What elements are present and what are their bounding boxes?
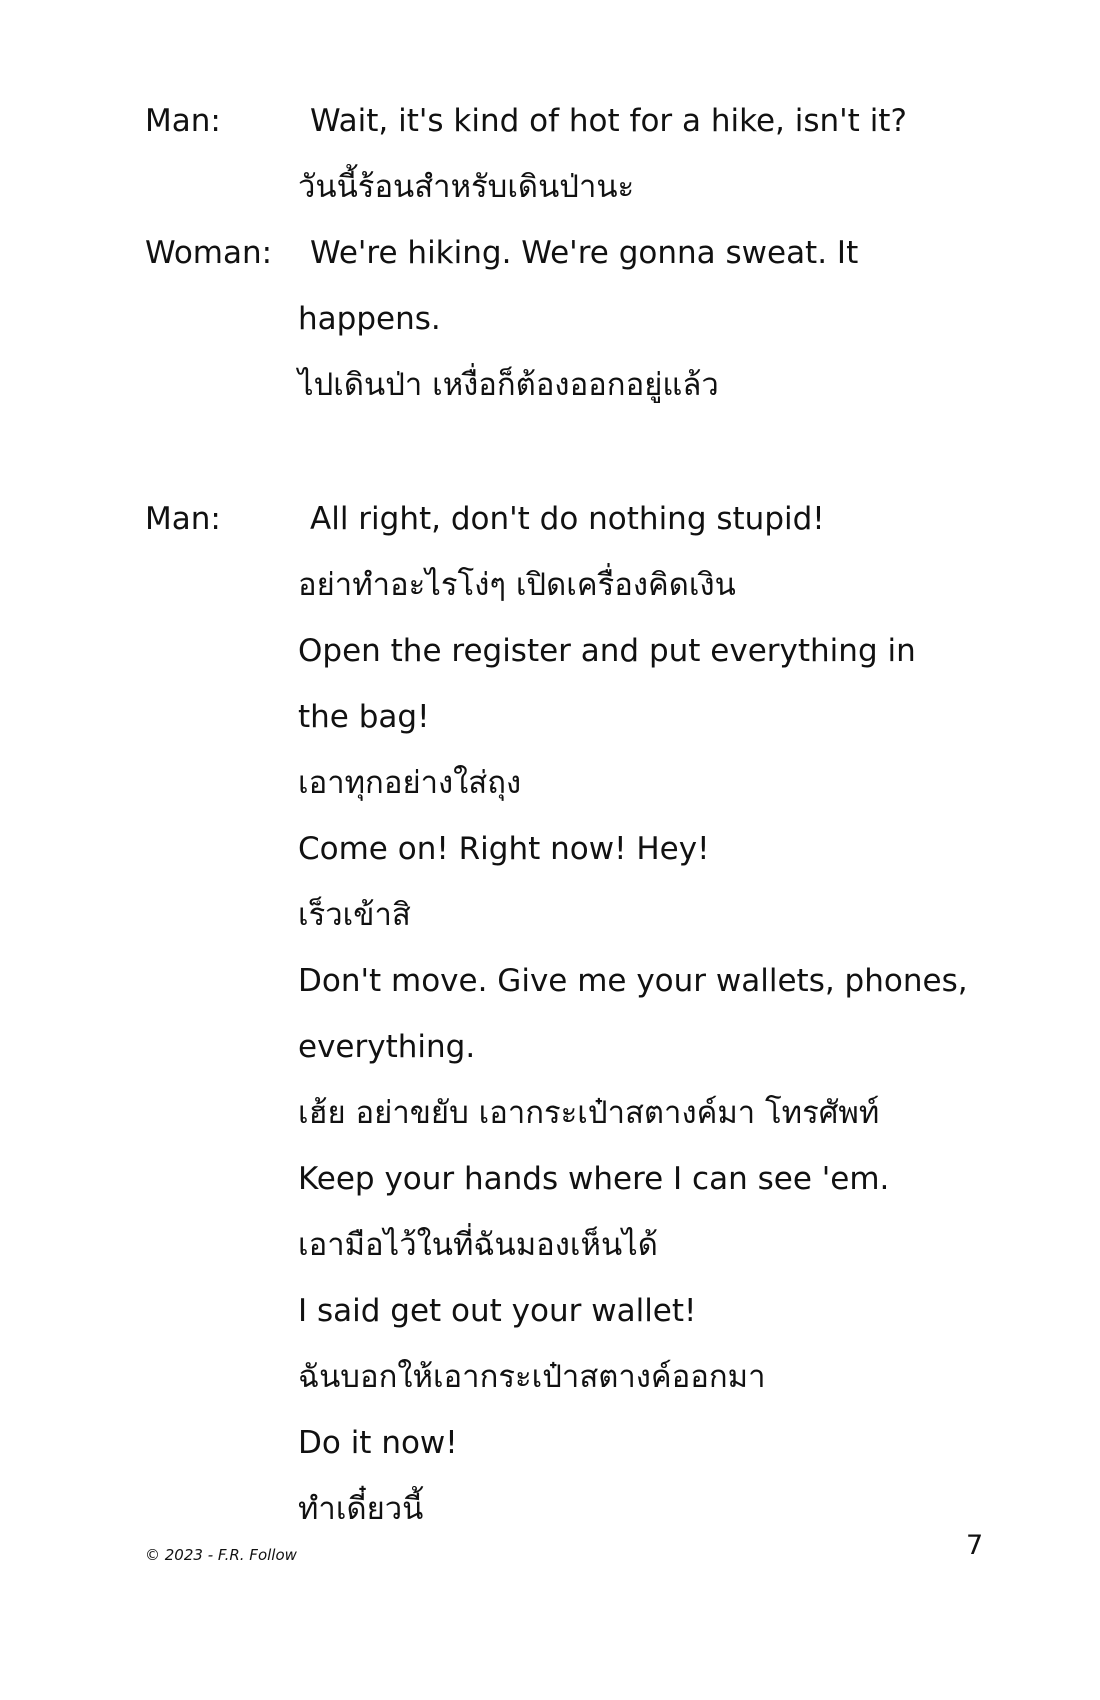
dialogue-line-english: All right, don't do nothing stupid! bbox=[310, 501, 825, 537]
page-number: 7 bbox=[966, 1530, 984, 1561]
speaker-label: Man: bbox=[145, 501, 221, 537]
dialogue-line-english: everything. bbox=[298, 1029, 476, 1065]
dialogue-line-english: I said get out your wallet! bbox=[298, 1293, 697, 1329]
dialogue-lines bbox=[298, 220, 998, 418]
dialogue-line-english: Don't move. Give me your wallets, phones, bbox=[298, 963, 968, 999]
dialogue-line-english: Come on! Right now! Hey! bbox=[298, 831, 710, 867]
copyright-notice: © 2023 - F.R. Follow bbox=[145, 1546, 297, 1564]
dialogue-line-thai: ฉันบอกให้เอากระเป๋าสตางค์ออกมา bbox=[298, 1359, 766, 1395]
dialogue-line-thai: เอามือไว้ในที่ฉันมองเห็นได้ bbox=[298, 1227, 658, 1263]
dialogue-line-english: We're hiking. We're gonna sweat. It bbox=[310, 235, 859, 271]
dialogue-line-english: the bag! bbox=[298, 699, 430, 735]
dialogue-lines bbox=[298, 486, 998, 1542]
dialogue-line-english: Do it now! bbox=[298, 1425, 458, 1461]
dialogue-line-english: Wait, it's kind of hot for a hike, isn't it? bbox=[310, 103, 907, 139]
dialogue-line-english: Open the register and put everything in bbox=[298, 633, 916, 669]
dialogue-line-thai: ทำเดี๋ยวนี้ bbox=[298, 1491, 424, 1527]
dialogue-line-thai: อย่าทำอะไรโง่ๆ เปิดเครื่องคิดเงิน bbox=[298, 567, 736, 603]
dialogue-line-thai: เฮ้ย อย่าขยับ เอากระเป๋าสตางค์มา โทรศัพท์ bbox=[298, 1095, 880, 1131]
dialogue-line-thai: ไปเดินป่า เหงื่อก็ต้องออกอยู่แล้ว bbox=[298, 367, 719, 403]
dialogue-line-english: happens. bbox=[298, 301, 441, 337]
dialogue-line-thai: เร็วเข้าสิ bbox=[298, 897, 411, 933]
speaker-label: Man: bbox=[145, 103, 221, 139]
speaker-label: Woman: bbox=[145, 235, 273, 271]
dialogue-lines bbox=[298, 88, 998, 220]
dialogue-line-thai: เอาทุกอย่างใส่ถุง bbox=[298, 765, 522, 801]
dialogue-line-english: Keep your hands where I can see 'em. bbox=[298, 1161, 890, 1197]
dialogue-line-thai: วันนี้ร้อนสำหรับเดินป่านะ bbox=[298, 169, 635, 205]
